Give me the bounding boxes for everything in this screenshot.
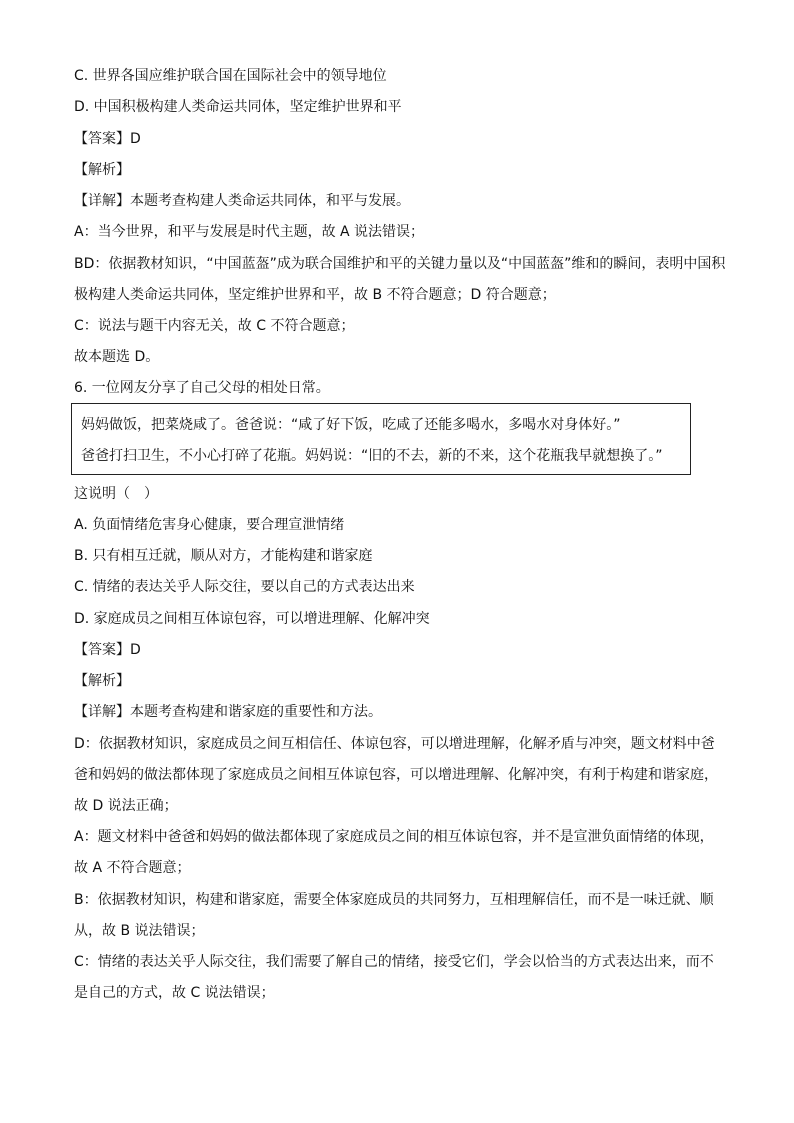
- material-line-2: 爸爸打扫卫生，不小心打碎了花瓶。妈妈说：“旧的不去，新的不来，这个花瓶我早就想换了。”: [81, 448, 663, 464]
- option-d: D. 中国积极构建人类命运共同体，坚定维护世界和平: [74, 99, 402, 115]
- explanation-b-line-1: B：依据教材知识，构建和谐家庭，需要全体家庭成员的共同努力，互相理解信任，而不是一味迁就、顺: [74, 892, 714, 908]
- explanation-a-line-2: 故 A 不符合题意；: [74, 860, 191, 876]
- explanation-a: A：当今世界，和平与发展是时代主题，故 A 说法错误；: [74, 224, 425, 240]
- explanation-c: C：说法与题干内容无关，故 C 不符合题意；: [74, 318, 355, 334]
- detail-text: 【详解】本题考查构建人类命运共同体，和平与发展。: [74, 193, 410, 209]
- option-c: C. 世界各国应维护联合国在国际社会中的领导地位: [74, 68, 387, 84]
- explanation-d-line-3: 故 D 说法正确；: [74, 798, 178, 814]
- answer-label: 【答案】D: [74, 642, 141, 658]
- question-6-stem: 6. 一位网友分享了自己父母的相处日常。: [74, 380, 330, 396]
- option-a: A. 负面情绪危害身心健康，要合理宣泄情绪: [74, 517, 345, 533]
- explanation-b-line-2: 从，故 B 说法错误；: [74, 923, 205, 939]
- analysis-heading: 【解析】: [74, 162, 130, 178]
- explanation-d-line-1: D：依据教材知识，家庭成员之间互相信任、体谅包容，可以增进理解，化解矛盾与冲突，题文材料中爸: [74, 736, 715, 752]
- material-box: [71, 403, 691, 475]
- material-line-1: 妈妈做饭，把菜烧咸了。爸爸说：“咸了好下饭，吃咸了还能多喝水，多喝水对身体好。”: [81, 417, 621, 433]
- explanation-d-line-2: 爸和妈妈的做法都体现了家庭成员之间相互体谅包容，可以增进理解、化解冲突，有利于构建和谐家庭，: [74, 767, 718, 783]
- explanation-c-line-1: C：情绪的表达关乎人际交往，我们需要了解自己的情绪，接受它们，学会以恰当的方式表达出来，而不: [74, 954, 714, 970]
- analysis-heading: 【解析】: [74, 673, 130, 689]
- explanation-bd-line-1: BD：依据教材知识，“中国蓝盔”成为联合国维护和平的关键力量以及“中国蓝盔”维和的瞬间，表明中国积: [74, 256, 726, 272]
- explanation-c-line-2: 是自己的方式，故 C 说法错误；: [74, 985, 275, 1001]
- question-prompt: 这说明（ ）: [74, 486, 158, 502]
- option-d: D. 家庭成员之间相互体谅包容，可以增进理解、化解冲突: [74, 611, 430, 627]
- detail-text: 【详解】本题考查构建和谐家庭的重要性和方法。: [74, 704, 382, 720]
- option-c: C. 情绪的表达关乎人际交往，要以自己的方式表达出来: [74, 579, 415, 595]
- explanation-bd-line-2: 极构建人类命运共同体，坚定维护世界和平，故 B 不符合题意；D 符合题意；: [74, 287, 556, 303]
- conclusion: 故本题选 D。: [74, 349, 160, 365]
- option-b: B. 只有相互迁就，顺从对方，才能构建和谐家庭: [74, 548, 373, 564]
- explanation-a-line-1: A：题文材料中爸爸和妈妈的做法都体现了家庭成员之间的相互体谅包容，并不是宣泄负面情绪的体现，: [74, 829, 714, 845]
- answer-label: 【答案】D: [74, 131, 141, 147]
